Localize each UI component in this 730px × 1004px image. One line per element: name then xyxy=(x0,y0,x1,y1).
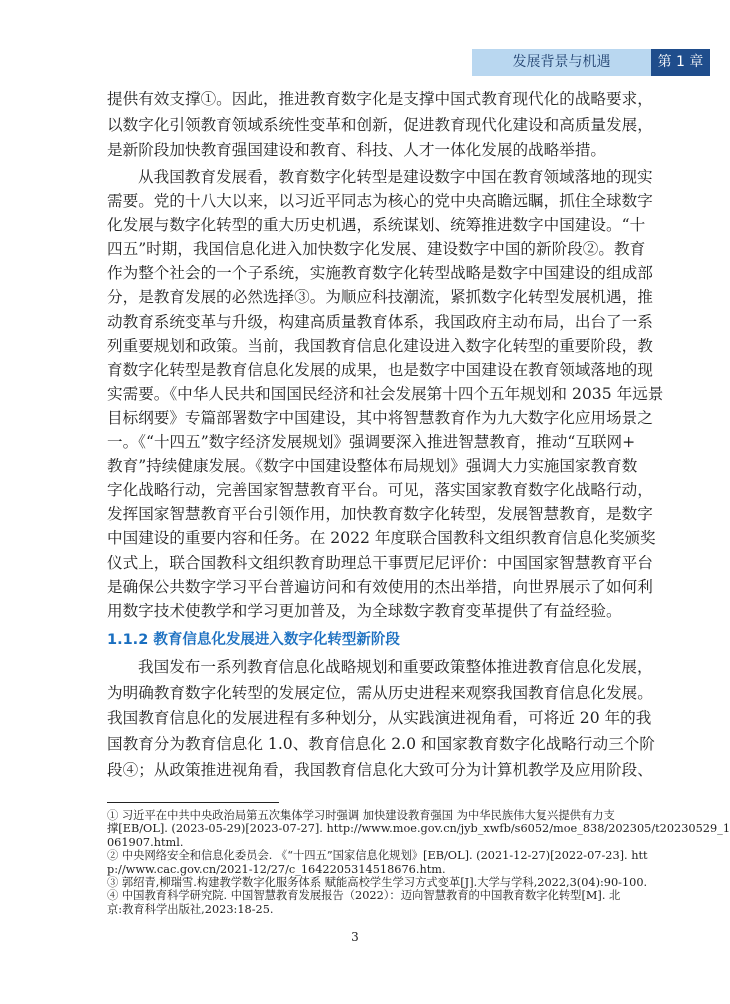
text-line: 用数字技术使教学和学习更加普及，为全球数字教育变革提供了有益经验。 xyxy=(107,601,622,620)
text-line: 为明确教育数字化转型的发展定位，需从历史进程来观察我国教育信息化发展。 xyxy=(107,683,653,702)
text-line: 提供有效支撑①。因此，推进教育数字化是支撑中国式教育现代化的战略要求， xyxy=(107,90,653,108)
text-line: 中国建设的重要内容和任务。在 2022 年度联合国教科文组织教育信息化奖颁奖 xyxy=(107,529,656,548)
text-line: 仪式上，联合国教科文组织教育助理总干事贾尼尼评价：中国国家智慧教育平台 xyxy=(107,553,653,572)
text-line: 四五”时期，我国信息化进入加快数字化发展、建设数字中国的新阶段②。教育 xyxy=(107,240,646,259)
footnote-line: 京:教育科学出版社,2023:18-25. xyxy=(107,902,274,916)
section-heading: 1.1.2 教育信息化发展进入数字化转型新阶段 xyxy=(107,632,400,648)
footnotes xyxy=(107,809,730,916)
paragraph-1 xyxy=(107,87,653,164)
running-header-section: 发展背景与机遇 xyxy=(472,49,651,76)
text-line: 一。《“十四五”数字经济发展规划》强调要深入推进智慧教育，推动“互联网+ xyxy=(107,433,636,452)
text-line: 我国发布一系列教育信息化战略规划和重要政策整体推进教育信息化发展， xyxy=(138,658,653,676)
text-line: 我国教育信息化的发展进程有多种划分，从实践演进视角看，可将近 20 年的我 xyxy=(107,709,652,728)
footnote-line: 061907.html. xyxy=(107,835,184,849)
text-line: 是新阶段加快教育强国建设和教育、科技、人才一体化发展的战略举措。 xyxy=(107,141,607,160)
text-line: 分，是教育发展的必然选择③。为顺应科技潮流，紧抓数字化转型发展机遇，推 xyxy=(107,288,653,307)
text-line: 段④；从政策推进视角看，我国教育信息化大致可分为计算机教学及应用阶段、 xyxy=(107,760,653,779)
running-header-chapter: 第 1 章 xyxy=(651,49,710,76)
footnote-line: ① 习近平在中共中央政治局第五次集体学习时强调 加快建设教育强国 为中华民族伟大复兴提供有力支 xyxy=(107,809,615,822)
footnote-line: p://www.cac.gov.cn/2021-12/27/c_1642205314518676.htm. xyxy=(107,862,446,876)
text-line: 字化战略行动，完善国家智慧教育平台。可见，落实国家教育数字化战略行动， xyxy=(107,481,653,500)
text-line: 是确保公共数字学习平台普遍访问和有效使用的杰出举措，向世界展示了如何利 xyxy=(107,577,653,596)
text-line: 以数字化引领教育领域系统性变革和创新，促进教育现代化建设和高质量发展， xyxy=(107,115,653,134)
paragraph-2 xyxy=(107,165,664,623)
footnote-line: ③ 郭绍青,柳瑞雪.构建教学数字化服务体系 赋能高校学生学习方式变革[J].大学与学科,2022,3(04):90-100. xyxy=(107,875,648,889)
text-line: 动教育系统变革与升级，构建高质量教育体系，我国政府主动布局，出台了一系 xyxy=(107,312,653,331)
text-line: 国教育分为教育信息化 1.0、教育信息化 2.0 和国家教育数字化战略行动三个阶 xyxy=(107,735,655,754)
text-line: 列重要规划和政策。当前，我国教育信息化建设进入数字化转型的重要阶段，教 xyxy=(107,336,653,355)
text-line: 教育”持续健康发展。《数字中国建设整体布局规划》强调大力实施国家教育数 xyxy=(107,457,638,476)
text-line: 实需要。《中华人民共和国国民经济和社会发展第十四个五年规划和 2035 年远景 xyxy=(107,384,664,403)
text-line: 从我国教育发展看，教育数字化转型是建设数字中国在教育领域落地的现实 xyxy=(138,168,653,186)
text-line: 作为整个社会的一个子系统，实施教育数字化转型战略是数字中国建设的组成部 xyxy=(107,264,653,283)
text-line: 化发展与数字化转型的重大历史机遇，系统谋划、统筹推进数字中国建设。“十 xyxy=(107,216,646,235)
footnote-line: ② 中央网络安全和信息化委员会. 《“十四五”国家信息化规划》[EB/OL]. (2021-12-27)[2022-07-23]. htt xyxy=(107,849,648,863)
text-line: 需要。党的十八大以来，以习近平同志为核心的党中央高瞻远瞩，抓住全球数字 xyxy=(107,192,653,211)
text-line: 目标纲要》专篇部署数字中国建设，其中将智慧教育作为九大数字化应用场景之 xyxy=(107,408,653,427)
footnote-line: ④ 中国教育科学研究院. 中国智慧教育发展报告（2022）：迈向智慧教育的中国教育数字化转型[M]. 北 xyxy=(107,889,621,903)
footnote-divider xyxy=(107,802,279,803)
text-line: 育数字化转型是教育信息化发展的成果，也是数字中国建设在教育领域落地的现 xyxy=(107,360,653,379)
footnote-line: 撑[EB/OL]. (2023-05-29)[2023-07-27]. http://www.moe.gov.cn/jyb_xwfb/s6052/moe_838/202305/t20230529_1 xyxy=(107,822,730,836)
paragraph-3 xyxy=(107,655,655,783)
page-number: 3 xyxy=(351,930,359,944)
text-line: 发挥国家智慧教育平台引领作用，加快教育数字化转型，发展智慧教育，是数字 xyxy=(107,505,653,524)
